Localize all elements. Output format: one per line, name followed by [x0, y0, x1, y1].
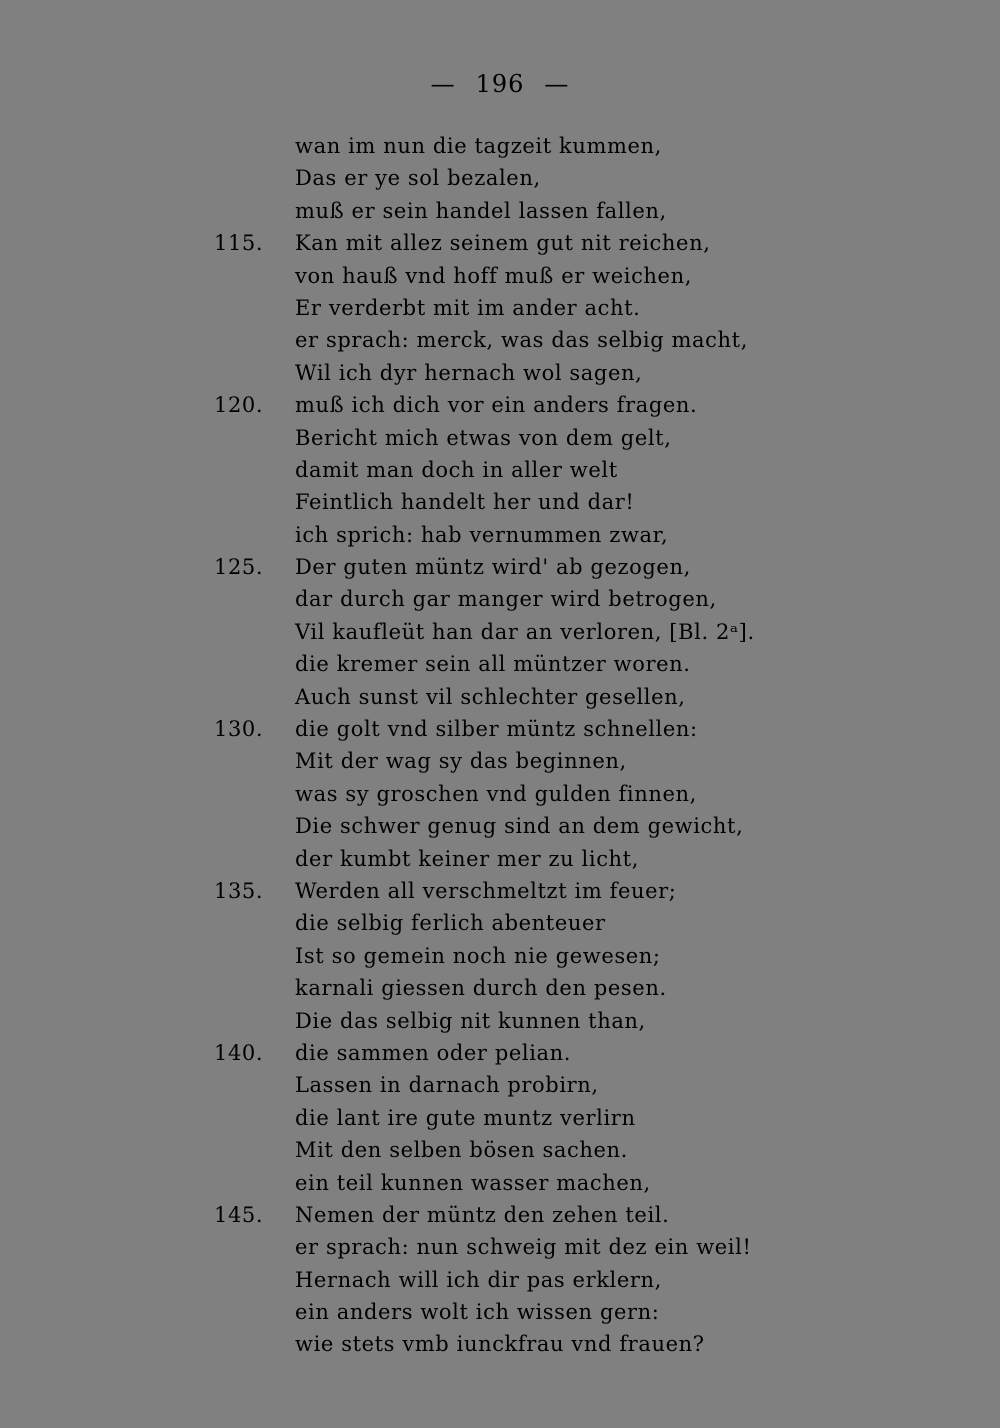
verse-text: Auch sunst vil schlechter gesellen,	[295, 684, 686, 709]
verse-text: wie stets vmb iunckfrau vnd frauen?	[295, 1332, 705, 1357]
dash-right: —	[544, 70, 570, 98]
verse-text: Die das selbig nit kunnen than,	[295, 1008, 646, 1033]
verse-text: die golt vnd silber müntz schnellen:	[295, 717, 698, 742]
verse-line	[0, 1231, 1000, 1263]
verse-text: er sprach: nun schweig mit dez ein weil!	[295, 1235, 752, 1260]
verse-line	[0, 454, 1000, 486]
verse-text: damit man doch in aller welt	[295, 457, 618, 482]
verse-line	[0, 1296, 1000, 1328]
poem-text	[0, 130, 1000, 1361]
verse-text: ein teil kunnen wasser machen,	[295, 1170, 651, 1195]
verse-text: Lassen in darnach probirn,	[295, 1073, 599, 1098]
verse-line	[0, 357, 1000, 389]
verse-line	[0, 907, 1000, 939]
verse-line	[0, 551, 1000, 583]
verse-text: dar durch gar manger wird betrogen,	[295, 587, 717, 612]
verse-text: Bericht mich etwas von dem gelt,	[295, 425, 672, 450]
verse-line	[0, 1199, 1000, 1231]
line-number: 135.	[214, 878, 264, 903]
verse-text: Feintlich handelt her und dar!	[295, 490, 635, 515]
verse-line	[0, 1264, 1000, 1296]
line-number: 145.	[214, 1202, 264, 1227]
verse-line	[0, 519, 1000, 551]
verse-text: muß ich dich vor ein anders fragen.	[295, 393, 698, 418]
verse-line	[0, 227, 1000, 259]
verse-text: Kan mit allez seinem gut nit reichen,	[295, 231, 711, 256]
verse-line	[0, 1037, 1000, 1069]
verse-line	[0, 1102, 1000, 1134]
verse-line	[0, 648, 1000, 680]
line-number: 115.	[214, 231, 264, 256]
verse-text: muß er sein handel lassen fallen,	[295, 198, 667, 223]
verse-line	[0, 389, 1000, 421]
verse-line	[0, 260, 1000, 292]
verse-line	[0, 616, 1000, 648]
verse-text: Nemen der müntz den zehen teil.	[295, 1202, 670, 1227]
verse-text: Vil kaufleüt han dar an verloren, [Bl. 2ᵃ].	[295, 619, 755, 644]
verse-text: die sammen oder pelian.	[295, 1040, 572, 1065]
verse-line	[0, 843, 1000, 875]
verse-text: Er verderbt mit im ander acht.	[295, 295, 641, 320]
verse-line	[0, 810, 1000, 842]
verse-text: die selbig ferlich abenteuer	[295, 911, 606, 936]
page-number-header	[0, 70, 1000, 98]
verse-line	[0, 681, 1000, 713]
verse-line	[0, 972, 1000, 1004]
verse-line	[0, 875, 1000, 907]
verse-text: Hernach will ich dir pas erklern,	[295, 1267, 662, 1292]
verse-text: der kumbt keiner mer zu licht,	[295, 846, 639, 871]
verse-text: Mit der wag sy das beginnen,	[295, 749, 627, 774]
verse-line	[0, 940, 1000, 972]
verse-line	[0, 422, 1000, 454]
line-number: 130.	[214, 717, 264, 742]
verse-line	[0, 583, 1000, 615]
verse-text: Wil ich dyr hernach wol sagen,	[295, 360, 643, 385]
verse-text: von hauß vnd hoff muß er weichen,	[295, 263, 692, 288]
verse-line	[0, 1167, 1000, 1199]
verse-line	[0, 778, 1000, 810]
verse-text: Ist so gemein noch nie gewesen;	[295, 943, 661, 968]
verse-text: Die schwer genug sind an dem gewicht,	[295, 814, 744, 839]
verse-line	[0, 486, 1000, 518]
verse-text: karnali giessen durch den pesen.	[295, 976, 667, 1001]
verse-text: Werden all verschmeltzt im feuer;	[295, 878, 677, 903]
verse-line	[0, 1005, 1000, 1037]
verse-line	[0, 162, 1000, 194]
verse-text: ein anders wolt ich wissen gern:	[295, 1300, 660, 1325]
verse-line	[0, 1328, 1000, 1360]
dash-left: —	[430, 70, 456, 98]
verse-line	[0, 292, 1000, 324]
verse-text: er sprach: merck, was das selbig macht,	[295, 328, 748, 353]
verse-line	[0, 130, 1000, 162]
verse-text: Mit den selben bösen sachen.	[295, 1138, 628, 1163]
verse-line	[0, 745, 1000, 777]
line-number: 120.	[214, 393, 264, 418]
verse-text: was sy groschen vnd gulden finnen,	[295, 781, 697, 806]
line-number: 125.	[214, 555, 264, 580]
verse-text: wan im nun die tagzeit kummen,	[295, 134, 662, 158]
page-number: 196	[475, 70, 525, 98]
line-number: 140.	[214, 1040, 264, 1065]
verse-line	[0, 324, 1000, 356]
verse-text: die kremer sein all müntzer woren.	[295, 652, 691, 677]
verse-text: ich sprich: hab vernummen zwar,	[295, 522, 669, 547]
verse-text: die lant ire gute muntz verlirn	[295, 1105, 636, 1130]
verse-line	[0, 1069, 1000, 1101]
verse-line	[0, 713, 1000, 745]
verse-line	[0, 1134, 1000, 1166]
verse-text: Der guten müntz wird' ab gezogen,	[295, 555, 691, 580]
verse-text: Das er ye sol bezalen,	[295, 166, 541, 191]
verse-line	[0, 195, 1000, 227]
